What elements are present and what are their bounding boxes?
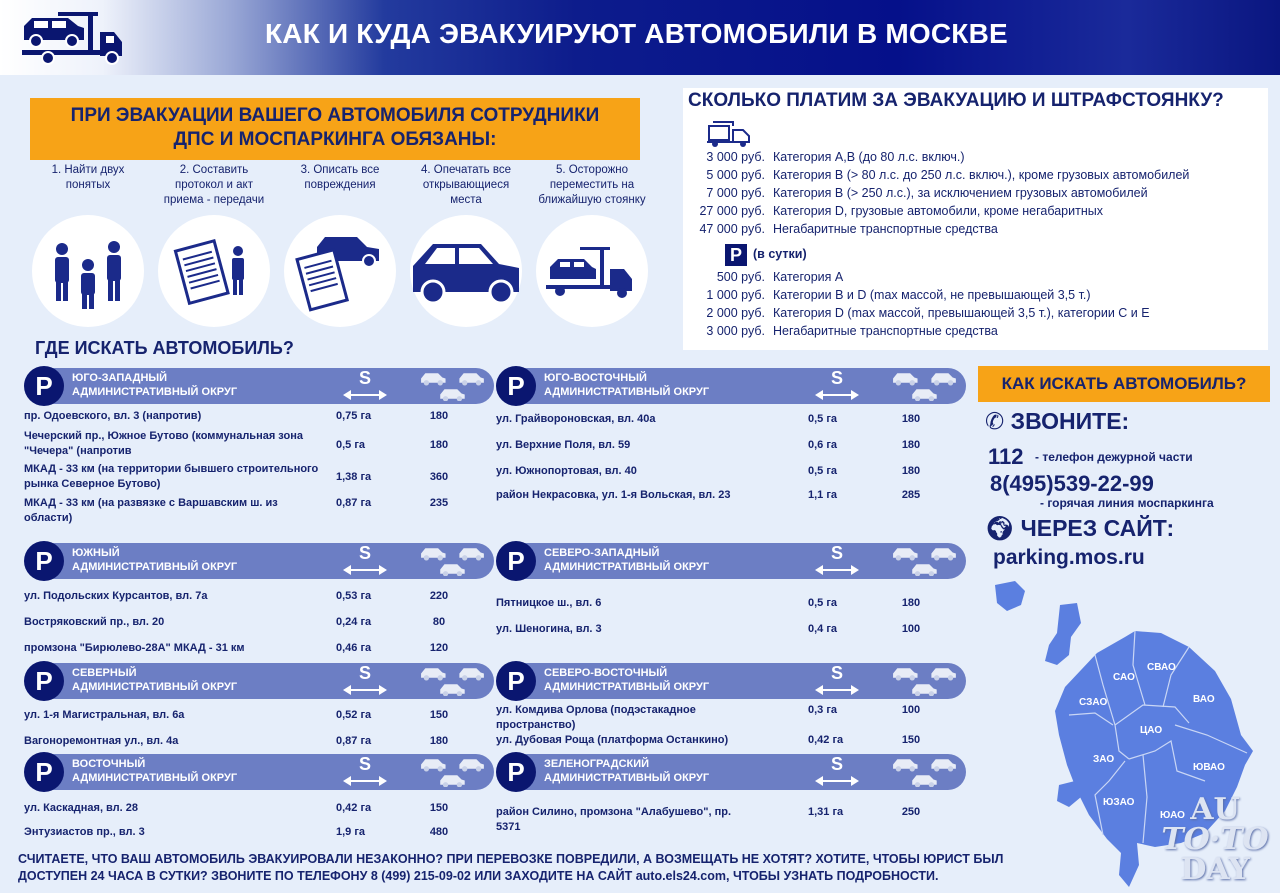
evacuation-price-row: 7 000 руб. Категория В (> 250 л.с.), за исключением грузовых автомобилей (706, 186, 1148, 200)
svg-text:ЗАО: ЗАО (1093, 754, 1115, 765)
watermark-logo: AU TO·TO DAY (1161, 792, 1269, 887)
step-3 (280, 163, 400, 327)
parking-price-row: 3 000 руб. Негабаритные транспортные средства (706, 324, 998, 338)
district-name: ЮЖНЫЙ АДМИНИСТРАТИВНЫЙ ОКРУГ (72, 547, 238, 573)
step-label: 4. Опечатать все открывающиеся места (421, 164, 511, 206)
district-name: СЕВЕРО-ЗАПАДНЫЙ АДМИНИСТРАТИВНЫЙ ОКРУГ (544, 547, 710, 573)
district-header (507, 543, 966, 579)
district-block-zelao: P ЗЕЛЕНОГРАДСКИЙ АДМИНИСТРАТИВНЫЙ ОКРУГ S район Силино, промзона "Алабушево", пр. 5371 1,31 га 250 (496, 754, 966, 844)
district-header (507, 663, 966, 699)
duty-steps (20, 163, 655, 333)
district-header (507, 754, 966, 790)
cars-capacity-icon (420, 546, 486, 576)
header-banner (0, 0, 1280, 75)
evacuation-price-row: 5 000 руб. Категория В (> 80 л.с. до 250 л.с. включ.), кроме грузовых автомобилей (706, 168, 1190, 182)
district-name: СЕВЕРО-ВОСТОЧНЫЙ АДМИНИСТРАТИВНЫЙ ОКРУГ (544, 667, 710, 693)
area-symbol: S (358, 663, 371, 683)
cars-capacity-icon (892, 757, 958, 787)
phone-icon: ✆ (985, 408, 1005, 434)
call-heading: ✆ ЗВОНИТЕ: (985, 408, 1130, 434)
svg-text:ЮЗАО: ЮЗАО (1103, 797, 1135, 808)
step-label: 5. Осторожно переместить на ближайшую стоянку (538, 164, 646, 206)
district-header (35, 543, 494, 579)
cars-capacity-icon (420, 666, 486, 696)
duties-heading-line1: ПРИ ЭВАКУАЦИИ ВАШЕГО АВТОМОБИЛЯ СОТРУДНИКИ (70, 105, 600, 126)
protocol-document-icon (158, 215, 270, 327)
svg-text:САО: САО (1113, 672, 1135, 683)
district-header (35, 754, 494, 790)
district-block-yuao: P ЮЖНЫЙ АДМИНИСТРАТИВНЫЙ ОКРУГ S ул. Подольских Курсантов, вл. 7а 0,53 га 220 Востряковский пр., вл. 20 0,24 га 80 промзона "Бирюлево-28А" МКАД - 31 км 0,46 га 120 (24, 543, 494, 658)
district-block-yuvao: P ЮГО-ВОСТОЧНЫЙ АДМИНИСТРАТИВНЫЙ ОКРУГ S ул. Грайвороновская, вл. 40а 0,5 га 180 ул. Верхние Поля, вл. 59 0,6 га 180 ул. Южнопортовая, вл. 40 0,5 га 180 район Некрасовка, ул. 1-я Вольская, вл. 23 1,1 га 285 (496, 368, 966, 508)
tow-truck-icon (705, 118, 755, 148)
damage-report-icon (284, 215, 396, 327)
double-arrow-icon (343, 390, 387, 400)
district-block-sao: P СЕВЕРНЫЙ АДМИНИСТРАТИВНЫЙ ОКРУГ S ул. 1-я Магистральная, вл. 6а 0,52 га 150 Вагоноремонтная ул., вл. 4а 0,87 га 180 (24, 663, 494, 753)
cars-capacity-icon (892, 371, 958, 401)
where-title: ГДЕ ИСКАТЬ АВТОМОБИЛЬ? (35, 338, 294, 358)
district-block-szao: P СЕВЕРО-ЗАПАДНЫЙ АДМИНИСТРАТИВНЫЙ ОКРУГ S Пятницкое ш., вл. 6 0,5 га 180 ул. Шеногина, вл. 3 0,4 га 100 (496, 543, 966, 643)
svg-text:ЮВАО: ЮВАО (1193, 762, 1225, 773)
area-symbol: S (830, 543, 843, 563)
area-symbol: S (830, 368, 843, 388)
area-symbol: S (358, 543, 371, 563)
parking-sign-icon: P (24, 752, 64, 792)
district-header (507, 368, 966, 404)
phone-112-desc: - телефон дежурной части (1035, 450, 1193, 464)
district-block-yuzao: P ЮГО-ЗАПАДНЫЙ АДМИНИСТРАТИВНЫЙ ОКРУГ S пр. Одоевского, вл. 3 (напротив) 0,75 га 180 Чечерский пр., Южное Бутово (коммунальная зона "Чечера" (напротив 0,5 га 180 МКАД - 33 км (на территории бывшего строительного рынка Северное Бутово) 1,38 га 360 МКАД - 33 км (на развязке с Варшавским ш. из области) 0,87 га 235 (24, 368, 494, 533)
district-block-svao: P СЕВЕРО-ВОСТОЧНЫЙ АДМИНИСТРАТИВНЫЙ ОКРУГ S ул. Комдива Орлова (подэстакадное пространство) 0,3 га 100 ул. Дубовая Роща (платформа Останкино) 0,42 га 150 (496, 663, 966, 753)
area-symbol: S (830, 754, 843, 774)
double-arrow-icon (343, 776, 387, 786)
district-header (35, 663, 494, 699)
prices-panel (683, 88, 1268, 350)
parking-price-row: 1 000 руб. Категории В и D (max массой, не превышающей 3,5 т.) (706, 288, 1091, 302)
step-5 (532, 163, 652, 327)
step-4 (406, 163, 526, 327)
step-label: 3. Описать все повреждения (300, 164, 380, 191)
evacuation-price-row: 3 000 руб. Категория А,В (до 80 л.с. включ.) (706, 150, 965, 164)
double-arrow-icon (815, 685, 859, 695)
district-header (35, 368, 494, 404)
evacuation-price-row: 47 000 руб. Негабаритные транспортные средства (699, 222, 998, 236)
district-name: ЮГО-ЗАПАДНЫЙ АДМИНИСТРАТИВНЫЙ ОКРУГ (72, 372, 238, 398)
cars-capacity-icon (420, 371, 486, 401)
tow-truck-icon (536, 215, 648, 327)
step-label: 1. Найти двух понятых (51, 164, 125, 191)
tow-truck-icon (18, 6, 138, 66)
duties-heading (30, 98, 640, 160)
district-block-vao: P ВОСТОЧНЫЙ АДМИНИСТРАТИВНЫЙ ОКРУГ S ул. Каскадная, вл. 28 0,42 га 150 Энтузиастов пр., вл. 3 1,9 га 480 (24, 754, 494, 844)
double-arrow-icon (815, 565, 859, 575)
svg-text:ЮАО: ЮАО (1160, 810, 1185, 821)
duties-heading-line2: ДПС И МОСПАРКИНГА ОБЯЗАНЫ: (173, 129, 497, 150)
parking-sign-icon: P (496, 661, 536, 701)
svg-text:СВАО: СВАО (1147, 662, 1176, 673)
parking-sign-icon: P (24, 661, 64, 701)
cars-capacity-icon (892, 546, 958, 576)
parking-price-row: 2 000 руб. Категория D (max массой, превышающей 3,5 т.), категории С и Е (706, 306, 1150, 320)
area-symbol: S (358, 368, 371, 388)
how-to-find-heading: КАК ИСКАТЬ АВТОМОБИЛЬ? (978, 366, 1270, 402)
svg-text:ЦАО: ЦАО (1140, 725, 1163, 736)
globe-icon: 🌍︎ (985, 515, 1015, 541)
double-arrow-icon (815, 776, 859, 786)
witnesses-icon (32, 215, 144, 327)
area-symbol: S (358, 754, 371, 774)
svg-text:СЗАО: СЗАО (1079, 697, 1108, 708)
double-arrow-icon (343, 685, 387, 695)
district-name: ВОСТОЧНЫЙ АДМИНИСТРАТИВНЫЙ ОКРУГ (72, 758, 238, 784)
step-1 (28, 163, 148, 327)
footer-line2: ДОСТУПЕН 24 ЧАСА В СУТКИ? ЗВОНИТЕ ПО ТЕЛЕФОНУ 8 (499) 215-09-02 ИЛИ ЗАХОДИТЕ НА САЙТ auto.els24.com, ЧТОБЫ УЗНАТЬ ПОДРОБНОСТИ. (18, 869, 939, 883)
parking-sign-icon: P (496, 752, 536, 792)
parking-sign-icon: P (24, 366, 64, 406)
double-arrow-icon (343, 565, 387, 575)
phone-mosparking[interactable]: 8(495)539-22-99 (990, 471, 1154, 496)
site-heading: 🌍︎ ЧЕРЕЗ САЙТ: (985, 515, 1175, 541)
phone-112[interactable]: 112 (988, 444, 1024, 469)
footer-notice (18, 851, 1078, 885)
car-sealed-icon (410, 215, 522, 327)
step-label: 2. Составить протокол и акт приема - передачи (163, 164, 265, 206)
cars-capacity-icon (892, 666, 958, 696)
parking-sign-icon: P (725, 244, 747, 266)
district-name: СЕВЕРНЫЙ АДМИНИСТРАТИВНЫЙ ОКРУГ (72, 667, 238, 693)
district-name: ЮГО-ВОСТОЧНЫЙ АДМИНИСТРАТИВНЫЙ ОКРУГ (544, 372, 710, 398)
cars-capacity-icon (420, 757, 486, 787)
step-2 (154, 163, 274, 327)
phone-mosparking-desc: - горячая линия моспаркинга (1040, 496, 1214, 510)
parking-sign-icon: P (496, 541, 536, 581)
site-link[interactable]: parking.mos.ru (993, 546, 1145, 569)
parking-sign-icon: P (496, 366, 536, 406)
parking-price-row: 500 руб. Категория А (716, 270, 844, 284)
svg-text:ВАО: ВАО (1193, 694, 1215, 705)
area-symbol: S (830, 663, 843, 683)
parking-sign-icon: P (24, 541, 64, 581)
page-title: КАК И КУДА ЭВАКУИРУЮТ АВТОМОБИЛИ В МОСКВЕ (265, 18, 1008, 49)
per-day-label: (в сутки) (753, 247, 807, 261)
double-arrow-icon (815, 390, 859, 400)
footer-line1: СЧИТАЕТЕ, ЧТО ВАШ АВТОМОБИЛЬ ЭВАКУИРОВАЛИ НЕЗАКОННО? ПРИ ПЕРЕВОЗКЕ ПОВРЕДИЛИ, А ВОЗМЕЩАТЬ НЕ ХОТЯТ? ХОТИТЕ, ЧТОБЫ ЮРИСТ БЫЛ (18, 852, 1004, 866)
evacuation-price-row: 27 000 руб. Категория D, грузовые автомобили, кроме негабаритных (699, 204, 1103, 218)
prices-title: СКОЛЬКО ПЛАТИМ ЗА ЭВАКУАЦИЮ И ШТРАФСТОЯНКУ? (688, 90, 1224, 111)
district-name: ЗЕЛЕНОГРАДСКИЙ АДМИНИСТРАТИВНЫЙ ОКРУГ (544, 758, 710, 784)
